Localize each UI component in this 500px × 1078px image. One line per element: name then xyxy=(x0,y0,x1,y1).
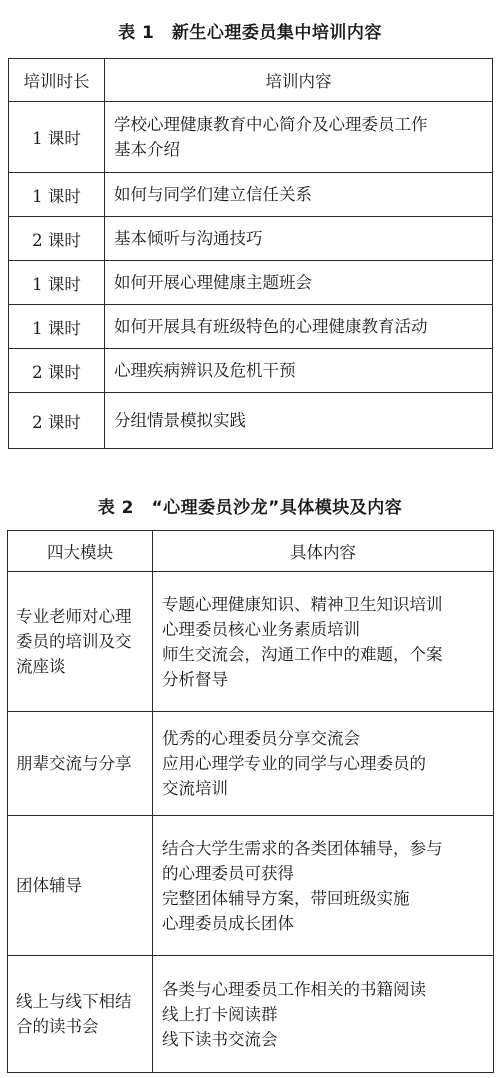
details-line: 各类与心理委员工作相关的书籍阅读 xyxy=(162,979,426,999)
content-cell xyxy=(105,173,493,217)
table-row xyxy=(8,572,494,712)
module-line: 线上与线下相结 xyxy=(16,992,132,1011)
content-line: 学校心理健康教育中心简介及心理委员工作 xyxy=(114,115,428,134)
details-line: 优秀的心理委员分享交流会 xyxy=(162,729,360,748)
content-cell xyxy=(105,393,493,449)
table-row xyxy=(8,712,494,816)
header-content: 培训内容 xyxy=(105,59,493,102)
details-line: 线上打卡阅读群 xyxy=(162,1004,278,1024)
table-row xyxy=(9,173,493,217)
duration-cell: 2 课时 xyxy=(9,349,105,393)
header-module: 四大模块 xyxy=(8,531,153,572)
table2-caption: 表 2 “心理委员沙龙”具体模块及内容 xyxy=(97,498,403,518)
module-cell xyxy=(8,816,153,956)
table1-caption: 表 1 新生心理委员集中培训内容 xyxy=(118,23,382,43)
module-line: 朋辈交流与分享 xyxy=(16,754,132,773)
duration-cell: 2 课时 xyxy=(9,393,105,449)
details-line: 应用心理学专业的同学与心理委员的 xyxy=(162,754,426,773)
table-header-row xyxy=(8,531,494,572)
content-cell xyxy=(105,305,493,349)
content-line: 分组情景模拟实践 xyxy=(114,411,246,430)
header-duration: 培训时长 xyxy=(9,59,105,102)
module-cell xyxy=(8,572,153,712)
module-line: 合的读书会 xyxy=(16,1017,99,1036)
details-line: 结合大学生需求的各类团体辅导，参与 xyxy=(162,838,443,858)
salon-modules-table xyxy=(7,530,494,1073)
table-row xyxy=(9,217,493,261)
content-line: 如何开展心理健康主题班会 xyxy=(114,273,312,292)
details-line: 的心理委员可获得 xyxy=(162,863,294,883)
duration-cell: 1 课时 xyxy=(9,102,105,173)
details-cell xyxy=(153,712,494,816)
details-line: 分析督导 xyxy=(162,669,228,689)
table-row xyxy=(9,393,493,449)
content-cell xyxy=(105,102,493,173)
module-line: 团体辅导 xyxy=(16,876,82,895)
duration-cell: 2 课时 xyxy=(9,217,105,261)
content-line: 如何与同学们建立信任关系 xyxy=(114,185,312,204)
content-line: 心理疾病辨识及危机干预 xyxy=(114,361,296,380)
duration-cell: 1 课时 xyxy=(9,261,105,305)
table-row xyxy=(9,349,493,393)
table-header-row xyxy=(9,59,493,102)
details-line: 师生交流会，沟通工作中的难题，个案 xyxy=(162,644,443,664)
details-line: 交流培训 xyxy=(162,779,228,798)
details-line: 完整团体辅导方案，带回班级实施 xyxy=(162,888,410,908)
module-line: 流座谈 xyxy=(16,657,66,676)
table-row xyxy=(9,102,493,173)
table-row xyxy=(8,816,494,956)
details-cell xyxy=(153,956,494,1073)
module-cell xyxy=(8,956,153,1073)
module-line: 专业老师对心理 xyxy=(16,607,132,626)
content-line: 基本介绍 xyxy=(114,140,180,159)
details-cell xyxy=(153,572,494,712)
table-row xyxy=(8,956,494,1073)
details-line: 心理委员成长团体 xyxy=(162,913,294,933)
table-row xyxy=(9,261,493,305)
content-cell xyxy=(105,217,493,261)
content-line: 如何开展具有班级特色的心理健康教育活动 xyxy=(114,317,428,336)
content-cell xyxy=(105,349,493,393)
details-line: 心理委员核心业务素质培训 xyxy=(162,619,360,639)
training-content-table xyxy=(8,58,493,449)
duration-cell: 1 课时 xyxy=(9,305,105,349)
table-row xyxy=(9,305,493,349)
content-line: 基本倾听与沟通技巧 xyxy=(114,229,263,248)
module-line: 委员的培训及交 xyxy=(16,632,132,651)
header-details: 具体内容 xyxy=(153,531,494,572)
details-cell xyxy=(153,816,494,956)
duration-cell: 1 课时 xyxy=(9,173,105,217)
details-line: 线下读书交流会 xyxy=(162,1029,278,1049)
module-cell xyxy=(8,712,153,816)
details-line: 专题心理健康知识、精神卫生知识培训 xyxy=(162,594,443,614)
content-cell xyxy=(105,261,493,305)
